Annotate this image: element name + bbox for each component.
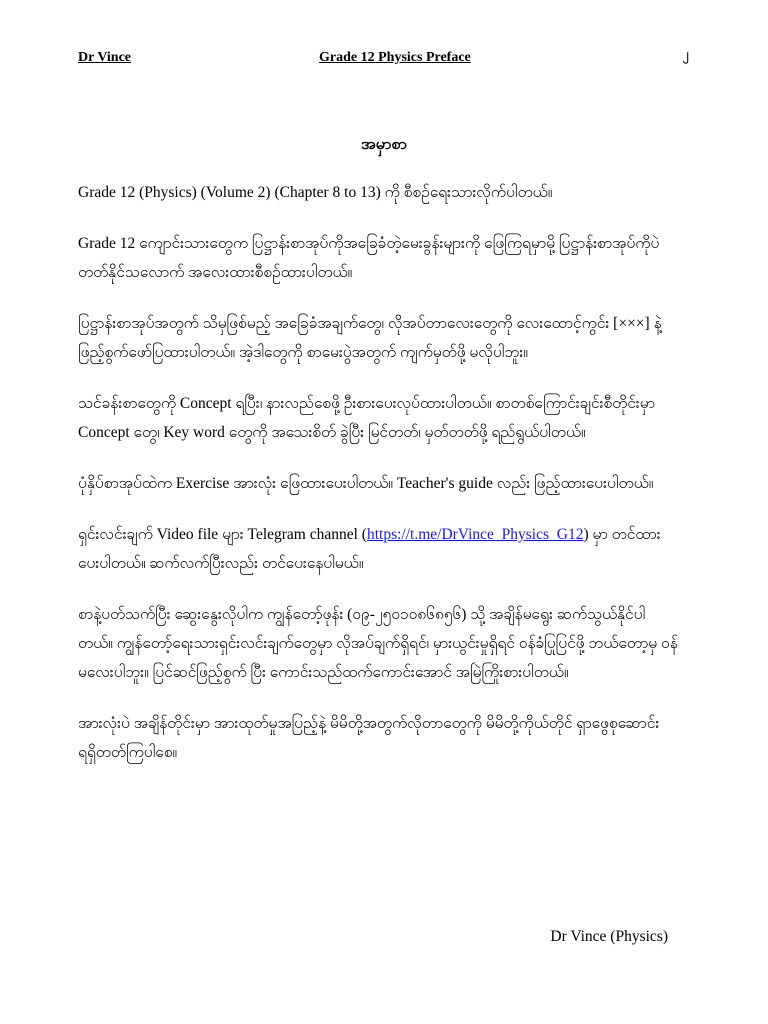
paragraph-3: ပြဋ္ဌာန်းစာအုပ်အတွက် သိမှဖြစ်မည့် အခြေခံအချက်တွေ၊ လိုအပ်တာလေးတွေကို လေးထောင့်ကွင်း [×××] နဲ့ ဖြည့်စွက်ဖော်ပြထားပါတယ်။ အဲ့ဒါတွေကို စာမေးပွဲအတွက် ကျက်မှတ်ဖို့ မလိုပါဘူး။ bbox=[78, 315, 662, 361]
paragraph-4: သင်ခန်းစာတွေကို Concept ရပြီး၊ နားလည်စေဖို့ ဦးစားပေးလုပ်ထားပါတယ်။ စာတစ်ကြောင်းချင်းစီတိုင်းမှာ Concept တွေ၊ Key word တွေကို အသေးစိတ် ခွဲပြီး မြင်တတ်၊ မှတ်တတ်ဖို့ ရည်ရွယ်ပါတယ်။ bbox=[78, 395, 655, 441]
document-body bbox=[78, 178, 678, 789]
paragraph-6 bbox=[78, 520, 678, 578]
paragraph-5: ပုံနှိပ်စာအုပ်ထဲက Exercise အားလုံး ဖြေထားပေးပါတယ်။ Teacher's guide လည်း ဖြည့်ထားပေးပါတယ်။ bbox=[78, 475, 654, 492]
paragraph-1: Grade 12 (Physics) (Volume 2) (Chapter 8 to 13) ကို စီစဥ်ရေးသားလိုက်ပါတယ်။ bbox=[78, 184, 553, 201]
page-header bbox=[0, 48, 768, 68]
header-title: Grade 12 Physics Preface bbox=[319, 50, 471, 65]
header-author: Dr Vince bbox=[78, 50, 132, 65]
document-title: အမှာစာ bbox=[361, 136, 407, 153]
signature: Dr Vince (Physics) bbox=[550, 928, 668, 945]
paragraph-8: အားလုံးပဲ အချိန်တိုင်းမှာ အားထုတ်မှုအပြည့်နဲ့ မိမိတို့အတွက်လိုတာတွေကို မိမိတို့ကိုယ်တိုင် ရှာဖွေစုဆောင်း ရရှိတတ်ကြပါစေ။ bbox=[78, 715, 660, 761]
paragraph-6-text-end: ) မှာ တင်ထားပေးပါတယ်။ ဆက်လက်ပြီးလည်း တင်ပေးနေပါမယ်။ bbox=[78, 526, 661, 572]
page-number: ၂ bbox=[683, 47, 689, 61]
paragraph-6-text-start: ရှင်းလင်းချက် Video file များ Telegram channel ( bbox=[78, 526, 367, 543]
paragraph-7: စာနဲ့ပတ်သက်ပြီး ဆွေးနွေးလိုပါက ကျွန်တော့်ဖုန်း (၀၉-၂၅၀၁၀၈၆၈၅၆) သို့ အချိန်မရွေး ဆက်သွယ်နိုင်ပါတယ်။ ကျွန်တော့်ရေးသားရှင်းလင်းချက်တွေမှာ လိုအပ်ချက်ရှိရင်၊ မှားယွင်းမှုရှိရင် ဝန်ခံပြုပြင်ဖို့ ဘယ်တော့မှ ဝန်မလေးပါဘူး။ ပြင်ဆင်ဖြည့်စွက် ပြီး ကောင်းသည်ထက်ကောင်းအောင် အမြဲကြိုးစားပါတယ်။ bbox=[78, 606, 678, 681]
telegram-channel-link[interactable]: https://t.me/DrVince_Physics_G12 bbox=[366, 526, 584, 543]
paragraph-2: Grade 12 ကျောင်းသားတွေက ပြဋ္ဌာန်းစာအုပ်ကိုအခြေခံတဲ့မေးခွန်းများကို ဖြေကြရမှာမို့ ပြဋ္ဌာန်းစာအုပ်ကိုပဲ တတ်နိုင်သလောက် အလေးထားစီစဥ်ထားပါတယ်။ bbox=[78, 235, 660, 281]
